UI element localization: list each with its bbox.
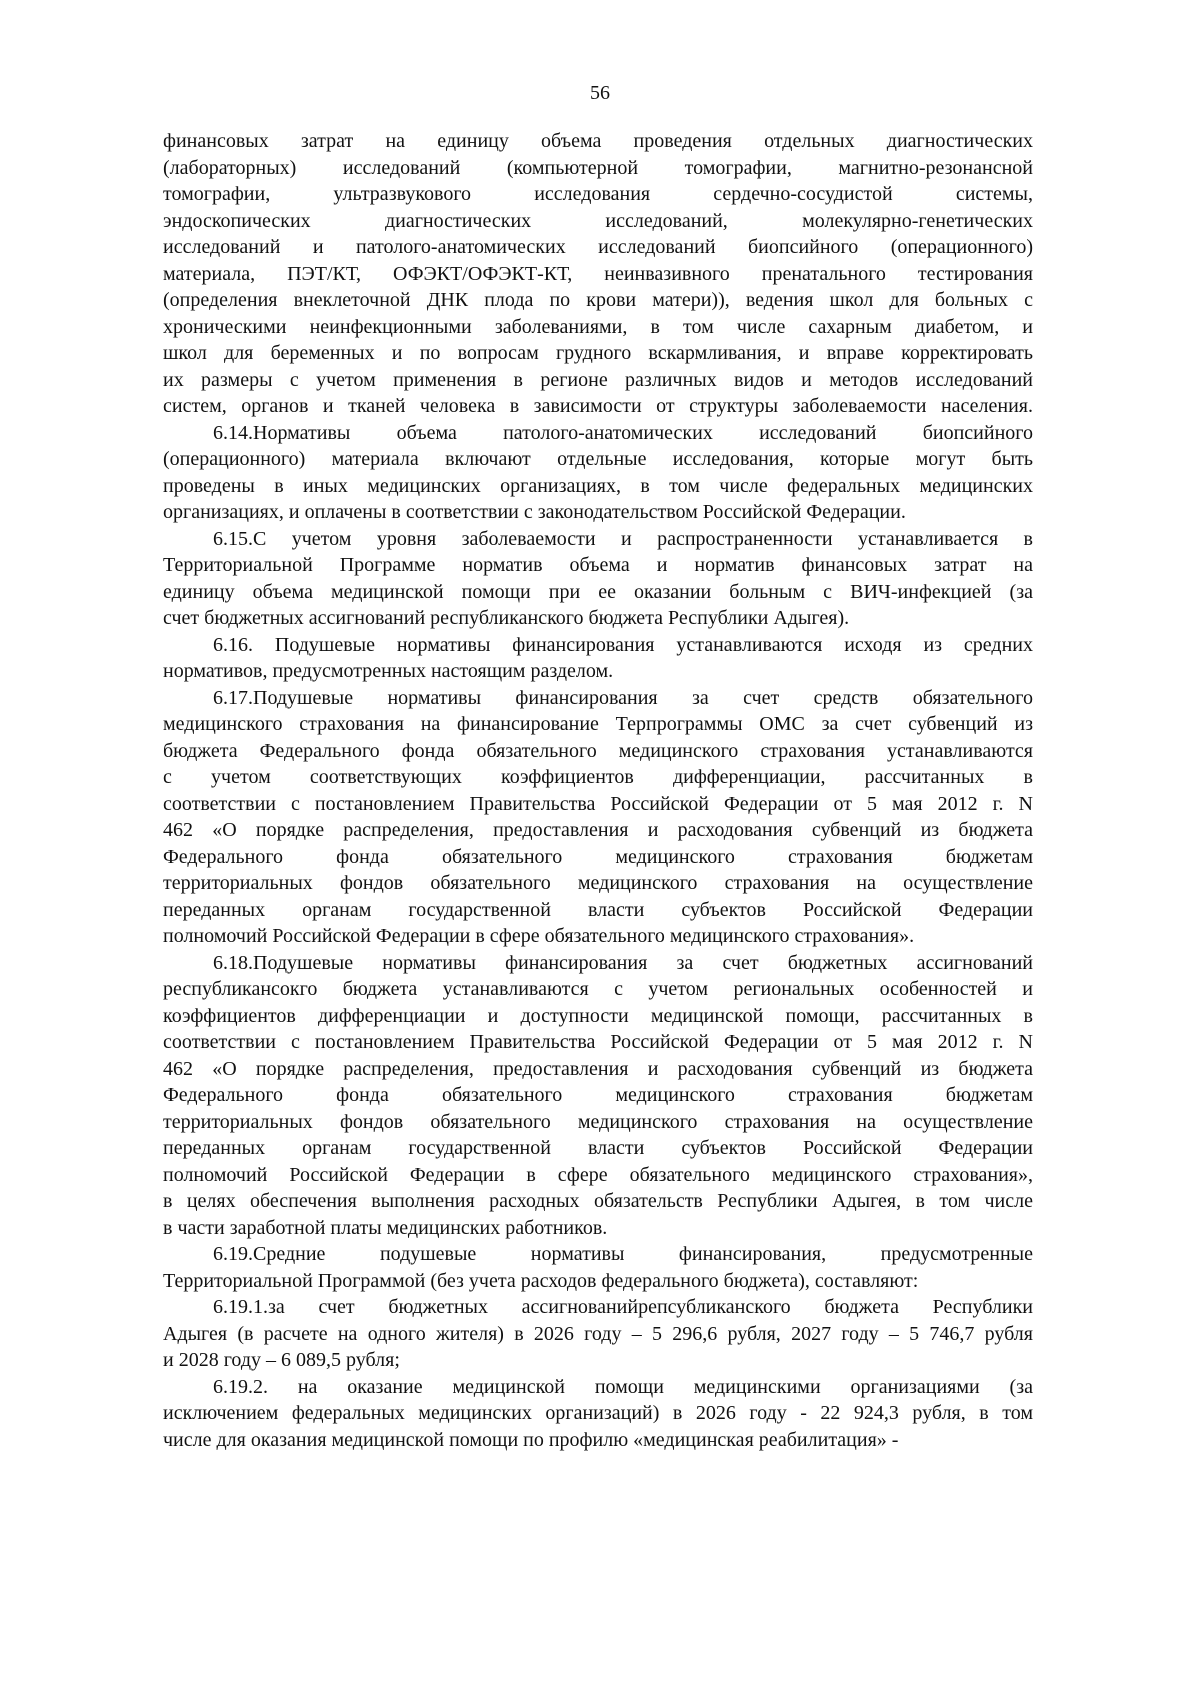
text-line: томографии, ультразвукового исследования сердечно-сосудистой системы, <box>163 183 1033 205</box>
text-line: (операционного) материала включают отдельные исследования, которые могут быть <box>163 448 1033 470</box>
text-line: организациях, и оплачены в соответствии с законодательством Российской Федерации. <box>163 501 906 523</box>
page-number: 56 <box>590 82 610 104</box>
text-line: полномочий Российской Федерации в сфере обязательного медицинского страхования», <box>163 1163 1033 1186</box>
text-line: медицинского страхования на финансирование Терпрограммы ОМС за счет субвенций из <box>163 713 1033 735</box>
text-line: их размеры с учетом применения в регионе различных видов и методов исследований <box>163 368 1033 391</box>
text-line: единицу объема медицинской помощи при ее оказании больным с ВИЧ-инфекцией (за <box>163 580 1033 603</box>
text-line: коэффициентов дифференциации и доступности медицинской помощи, рассчитанных в <box>163 1004 1033 1027</box>
text-line: 6.14.Нормативы объема патолого-анатомических исследований биопсийного <box>213 421 1033 444</box>
text-line: и 2028 году – 6 089,5 рубля; <box>163 1349 400 1371</box>
paragraph <box>163 128 1033 420</box>
text-line: полномочий Российской Федерации в сфере обязательного медицинского страхования». <box>163 925 915 947</box>
text-line: 462 «О порядке распределения, предоставления и расходования субвенций из бюджета <box>163 819 1033 841</box>
text-line: исследований и патолого-анатомических исследований биопсийного (операционного) <box>163 236 1033 258</box>
text-line: Территориальной Программе норматив объема и норматив финансовых затрат на <box>163 554 1033 576</box>
text-line: 6.19.2. на оказание медицинской помощи медицинскими организациями (за <box>213 1375 1033 1398</box>
text-line: Федерального фонда обязательного медицинского страхования бюджетам <box>163 1084 1033 1106</box>
text-line: (лабораторных) исследований (компьютерной томографии, магнитно-резонансной <box>163 156 1033 179</box>
text-line: 6.16. Подушевые нормативы финансирования устанавливаются исходя из средних <box>213 633 1033 656</box>
text-line: Федерального фонда обязательного медицинского страхования бюджетам <box>163 845 1033 868</box>
text-line: счет бюджетных ассигнований республиканского бюджета Республики Адыгея). <box>163 607 850 629</box>
paragraph <box>163 1241 1033 1294</box>
paragraph <box>163 1294 1033 1374</box>
text-line: переданных органам государственной власти субъектов Российской Федерации <box>163 1137 1033 1159</box>
paragraph <box>163 526 1033 632</box>
text-line: 462 «О порядке распределения, предоставления и расходования субвенций из бюджета <box>163 1057 1033 1080</box>
text-line: переданных органам государственной власти субъектов Российской Федерации <box>163 898 1033 921</box>
text-line: территориальных фондов обязательного медицинского страхования на осуществление <box>163 872 1033 894</box>
text-line: Территориальной Программой (без учета расходов федерального бюджета), составляют: <box>163 1269 919 1292</box>
text-line: финансовых затрат на единицу объема проведения отдельных диагностических <box>163 130 1033 152</box>
text-line: школ для беременных и по вопросам грудного вскармливания, и вправе корректировать <box>163 342 1033 364</box>
text-line: систем, органов и тканей человека в зависимости от структуры заболеваемости населения. <box>163 395 1033 417</box>
text-line: 6.19.1.за счет бюджетных ассигнованийрепсубликанского бюджета Республики <box>213 1296 1033 1318</box>
text-line: нормативов, предусмотренных настоящим разделом. <box>163 660 614 682</box>
text-line: бюджета Федерального фонда обязательного медицинского страхования устанавливаются <box>163 739 1033 762</box>
text-line: числе для оказания медицинской помощи по профилю «медицинская реабилитация» - <box>163 1428 899 1451</box>
text-line: материала, ПЭТ/КТ, ОФЭКТ/ОФЭКТ-КТ, неинвазивного пренатального тестирования <box>163 262 1033 285</box>
text-line: в целях обеспечения выполнения расходных обязательств Республики Адыгея, в том числе <box>163 1190 1033 1212</box>
text-line: (определения внеклеточной ДНК плода по крови матери)), ведения школ для больных с <box>163 289 1033 311</box>
text-line: проведены в иных медицинских организациях, в том числе федеральных медицинских <box>163 474 1033 497</box>
text-line: в части заработной платы медицинских работников. <box>163 1216 608 1239</box>
paragraph <box>163 632 1033 685</box>
paragraph <box>163 685 1033 950</box>
paragraph <box>163 420 1033 526</box>
text-line: территориальных фондов обязательного медицинского страхования на осуществление <box>163 1110 1033 1133</box>
text-line: 6.15.С учетом уровня заболеваемости и распространенности устанавливается в <box>213 527 1033 550</box>
text-line: республикансокго бюджета устанавливаются с учетом региональных особенностей и <box>163 978 1033 1000</box>
paragraph <box>163 1374 1033 1454</box>
text-line: 6.19.Средние подушевые нормативы финансирования, предусмотренные <box>213 1243 1033 1265</box>
document-body <box>163 128 1033 1453</box>
text-line: эндоскопических диагностических исследований, молекулярно-генетических <box>163 209 1033 232</box>
text-line: соответствии с постановлением Правительства Российской Федерации от 5 мая 2012 г. N <box>163 1031 1033 1053</box>
text-line: исключением федеральных медицинских организаций) в 2026 году - 22 924,3 рубля, в том <box>163 1402 1033 1424</box>
text-line: Адыгея (в расчете на одного жителя) в 2026 году – 5 296,6 рубля, 2027 году – 5 746,7 рубля <box>163 1322 1033 1345</box>
text-line: соответствии с постановлением Правительства Российской Федерации от 5 мая 2012 г. N <box>163 792 1033 815</box>
text-line: 6.18.Подушевые нормативы финансирования за счет бюджетных ассигнований <box>213 951 1033 974</box>
text-line: хроническими неинфекционными заболеваниями, в том числе сахарным диабетом, и <box>163 315 1033 338</box>
paragraph <box>163 950 1033 1242</box>
text-line: с учетом соответствующих коэффициентов дифференциации, рассчитанных в <box>163 766 1033 788</box>
text-line: 6.17.Подушевые нормативы финансирования за счет средств обязательного <box>213 686 1033 709</box>
